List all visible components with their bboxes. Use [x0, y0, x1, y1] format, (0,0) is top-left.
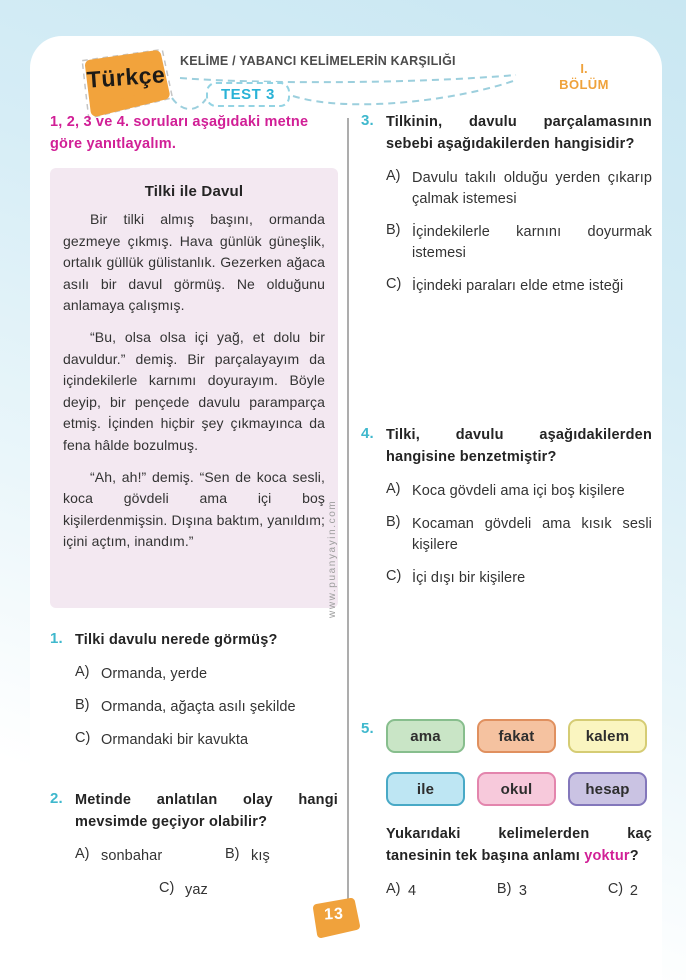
publisher-watermark: www.puanyayin.com: [327, 499, 338, 618]
subject-badge-label: Türkçe: [85, 61, 166, 93]
passage-title: Tilki ile Davul: [144, 183, 244, 200]
question-number: 3.: [361, 112, 374, 129]
question-5: [361, 720, 652, 902]
question-number: 4.: [361, 425, 374, 442]
option-b: B) kış: [225, 845, 270, 864]
option-a: A) sonbahar: [75, 845, 163, 864]
page-number-badge: [309, 897, 363, 939]
reading-passage: [50, 168, 338, 608]
question-text: Tilkinin, davulu parçalamasının sebebi aşağıdakilerden hangisidir?: [386, 114, 652, 152]
question-text: Metinde anlatılan olay hangi mevsimde geçiyor olabilir?: [75, 792, 338, 830]
test-number-badge: TEST 3: [206, 82, 290, 107]
question-4: [361, 425, 652, 601]
word-chip-okul: okul: [477, 772, 556, 806]
word-chip-kalem: kalem: [568, 719, 647, 753]
option-c: C) İçi dışı bir kişilere: [386, 567, 526, 586]
question-2: [50, 790, 338, 913]
option-c: C) İçindeki paraları elde etme isteği: [386, 275, 624, 294]
question-text: Tilki davulu nerede görmüş?: [75, 632, 278, 648]
word-chip-ile: ile: [386, 772, 465, 806]
option-b: B) Kocaman gövdeli ama kısık sesli kişilere: [386, 513, 652, 553]
option-a: A) 4: [386, 880, 417, 899]
question-number: 2.: [50, 790, 63, 807]
question-1: [50, 630, 338, 763]
option-c: C) Ormandaki bir kavukta: [75, 729, 249, 748]
question-number: 5.: [361, 720, 374, 737]
passage-paragraph: “Bu, olsa olsa içi yağ, et dolu bir davuldur.” demiş. Bir parçalayayım da içindekilerle karnımı doyurayım. Böyle deyip, bir pençede davulu paramparça etmiş. İçinden hiçbir şey çıkmayınca da fena hâlde bozulmuş.: [63, 328, 325, 453]
answer-row: [386, 881, 638, 902]
word-chip-hesap: hesap: [568, 772, 647, 806]
word-chip-fakat: fakat: [477, 719, 556, 753]
option-b: B) İçindekilerle karnını doyurmak istemesi: [386, 221, 652, 261]
passage-paragraph: Bir tilki almış başını, ormanda gezmeye çıkmış. Hava günlük güneşlik, ortalık güllük gülistanlık. Gezerken ağaca asılı bir davul görmüş. Ne olduğunu anlamaya çalışmış.: [63, 211, 325, 314]
page-number: 13: [323, 905, 345, 924]
option-b: B) 3: [496, 880, 528, 899]
highlighted-word: yoktur: [584, 848, 630, 865]
word-chip-ama: ama: [386, 719, 465, 753]
option-b: B) Ormanda, ağaçta asılı şekilde: [75, 696, 296, 715]
option-a: A) Koca gövdeli ama içi boş kişilere: [386, 480, 625, 499]
question-text: Yukarıdaki kelimelerden kaç tanesinin tek başına anlamı yoktur?: [386, 826, 652, 865]
question-text: Tilki, davulu aşağıdakilerden hangisine benzetmiştir?: [386, 427, 652, 465]
word-chips: [386, 719, 652, 806]
instruction-text: 1, 2, 3 ve 4. soruları aşağıdaki metne göre yanıtlayalım.: [50, 114, 309, 152]
option-a: A) Ormanda, yerde: [75, 663, 208, 682]
section-badge: [528, 40, 640, 120]
option-c: C) yaz: [159, 879, 208, 898]
option-a: A) Davulu takılı olduğu yerden çıkarıp çalmak istemesi: [386, 167, 652, 207]
section-badge-label: I. BÖLÜM: [559, 61, 609, 93]
question-3: [361, 112, 652, 309]
option-c: C) 2: [607, 880, 638, 899]
passage-paragraph: “Ah, ah!” demiş. “Sen de koca sesli, koca gövdeli ama içi boş kişilerdenmişsin. Dışına baktım, yanıldım; içini açtım, inandım.”: [63, 468, 325, 550]
header-title: KELİME / YABANCI KELİMELERİN KARŞILIĞI: [180, 54, 456, 68]
column-divider: [347, 118, 349, 906]
question-number: 1.: [50, 630, 63, 647]
subject-badge: [66, 42, 184, 122]
